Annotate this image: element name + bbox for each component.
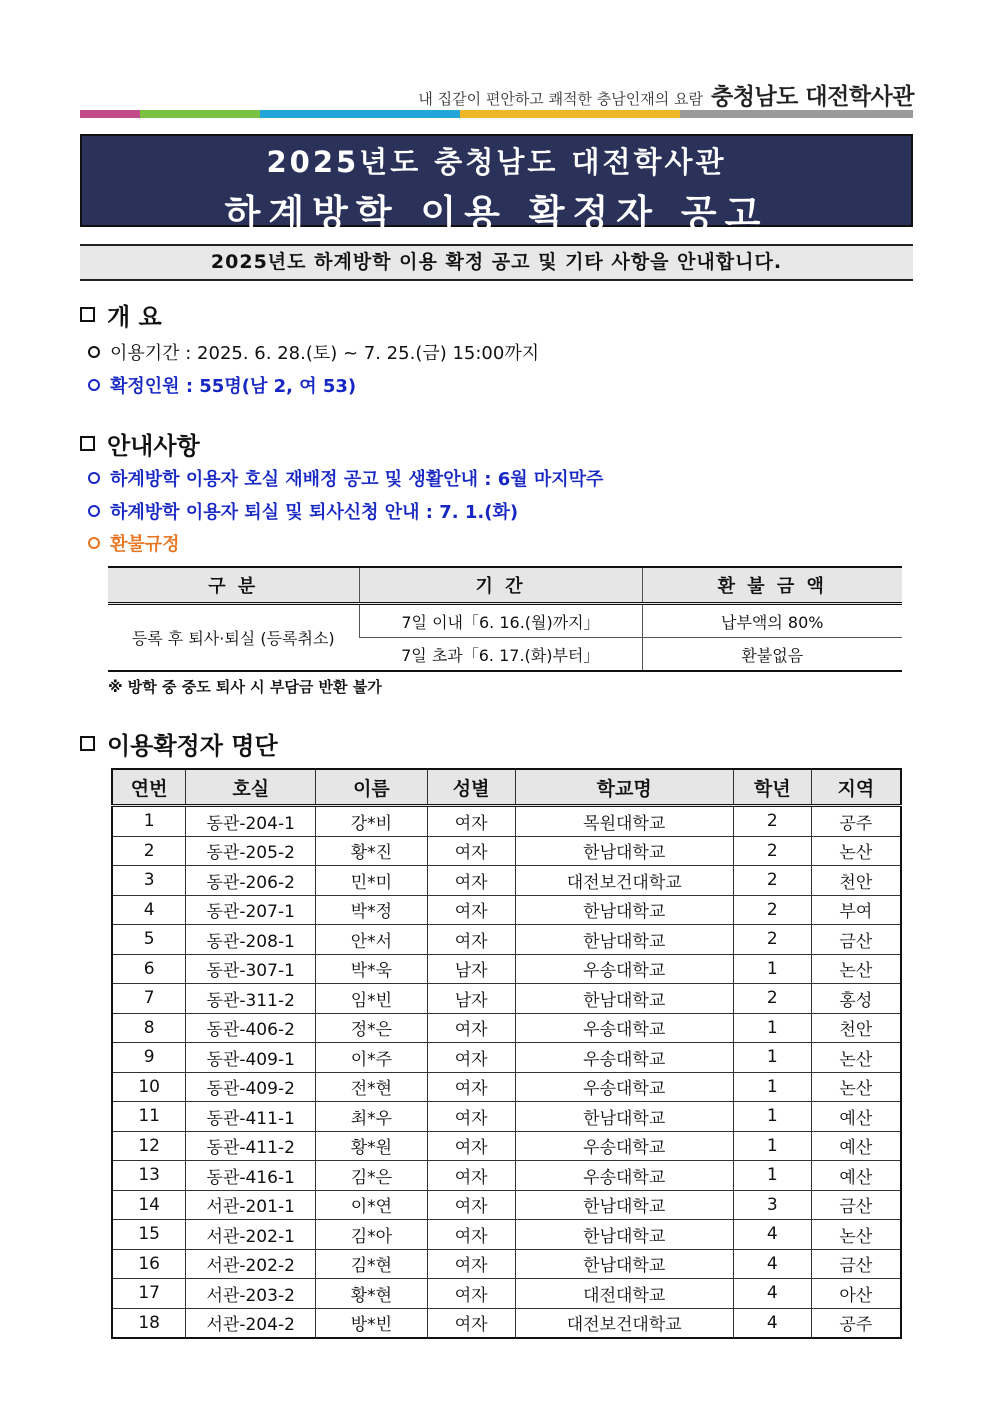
cell-row-number: 14 [112,1190,186,1220]
cell-room: 서관-203-2 [186,1279,316,1309]
cell-room: 서관-202-2 [186,1249,316,1279]
cell-name: 최*우 [316,1102,428,1132]
stripe-segment [140,110,260,118]
section-roster-heading [80,726,278,761]
cell-room: 동관-416-1 [186,1161,316,1191]
cell-grade: 1 [733,1102,811,1132]
cell-school: 한남대학교 [515,1249,733,1279]
table-row [112,1220,901,1250]
title-line-1: 2025년도 충청남도 대전학사관 [266,145,727,179]
cell-gender: 여자 [427,1013,515,1043]
table-row [112,836,901,866]
cell-gender: 여자 [427,836,515,866]
section-overview-heading [80,297,162,332]
circle-bullet-icon [88,537,100,549]
cell-school: 대전보건대학교 [515,1308,733,1338]
cell-school: 우송대학교 [515,1131,733,1161]
cell-school: 우송대학교 [515,1013,733,1043]
circle-bullet-icon [88,346,100,358]
roster-header-cell: 학교명 [515,769,733,806]
cell-room: 동관-207-1 [186,895,316,925]
section-title: 안내사항 [107,432,200,460]
cell-room: 동관-411-1 [186,1102,316,1132]
cell-name: 임*빈 [316,984,428,1014]
cell-name: 방*빈 [316,1308,428,1338]
cell-row-number: 4 [112,895,186,925]
cell-row-number: 9 [112,1043,186,1073]
square-bullet-icon [80,436,95,451]
section-guide-heading [80,426,200,461]
cell-school: 한남대학교 [515,1190,733,1220]
circle-bullet-icon [88,379,100,391]
cell-gender: 여자 [427,866,515,896]
cell-room: 동관-406-2 [186,1013,316,1043]
cell-grade: 1 [733,1043,811,1073]
subtitle-bar: 2025년도 하계방학 이용 확정 공고 및 기타 사항을 안내합니다. [80,244,913,281]
cell-region: 예산 [811,1161,901,1191]
org-name: 충청남도 대전학사관 [711,84,914,110]
cell-name: 황*원 [316,1131,428,1161]
cell-grade: 4 [733,1220,811,1250]
cell-name: 김*현 [316,1249,428,1279]
table-row [112,1161,901,1191]
stripe-segment [460,110,680,118]
cell-name: 박*정 [316,895,428,925]
refund-row [108,604,902,638]
cell-name: 김*은 [316,1161,428,1191]
cell-region: 논산 [811,954,901,984]
cell-grade: 4 [733,1249,811,1279]
table-row [112,806,901,837]
cell-row-number: 17 [112,1279,186,1309]
refund-header-cell: 기 간 [359,567,642,604]
cell-region: 천안 [811,866,901,896]
cell-room: 동관-205-2 [186,836,316,866]
roster-header-row [112,769,901,806]
cell-gender: 여자 [427,925,515,955]
cell-name: 황*현 [316,1279,428,1309]
cell-row-number: 18 [112,1308,186,1338]
cell-grade: 2 [733,984,811,1014]
cell-school: 한남대학교 [515,1220,733,1250]
cell-school: 대전대학교 [515,1279,733,1309]
guide-item-1 [88,465,603,491]
stripe-segment [260,110,460,118]
cell-room: 동관-311-2 [186,984,316,1014]
table-row [112,925,901,955]
cell-name: 이*주 [316,1043,428,1073]
section-title: 개 요 [107,303,162,331]
roster-header-cell: 학년 [733,769,811,806]
cell-region: 금산 [811,1249,901,1279]
roster-header-cell: 이름 [316,769,428,806]
cell-name: 전*현 [316,1072,428,1102]
cell-gender: 여자 [427,1190,515,1220]
cell-row-number: 11 [112,1102,186,1132]
cell-gender: 여자 [427,1308,515,1338]
cell-grade: 4 [733,1279,811,1309]
cell-grade: 2 [733,806,811,837]
roster-body [112,806,901,1339]
cell-region: 아산 [811,1279,901,1309]
title-line-2: 하계방학 이용 확정자 공고 [224,192,769,235]
period-text: 이용기간 : 2025. 6. 28.(토) ~ 7. 25.(금) 15:00까지 [110,343,540,364]
slogan-text: 내 집같이 편안하고 쾌적한 충남인재의 요람 [418,90,704,108]
roster-header-cell: 호실 [186,769,316,806]
cell-room: 동관-307-1 [186,954,316,984]
cell-school: 목원대학교 [515,806,733,837]
cell-grade: 1 [733,954,811,984]
stripe-segment [80,110,140,118]
cell-school: 우송대학교 [515,1043,733,1073]
table-row [112,1043,901,1073]
cell-gender: 여자 [427,1072,515,1102]
cell-school: 한남대학교 [515,836,733,866]
cell-region: 홍성 [811,984,901,1014]
cell-gender: 여자 [427,1043,515,1073]
table-row [112,1102,901,1132]
table-row [112,984,901,1014]
guide-item-2 [88,498,518,524]
cell-room: 동관-411-2 [186,1131,316,1161]
roster-header-cell: 연번 [112,769,186,806]
cell-grade: 1 [733,1072,811,1102]
overview-period [88,339,539,365]
cell-row-number: 13 [112,1161,186,1191]
cell-grade: 3 [733,1190,811,1220]
cell-region: 천안 [811,1013,901,1043]
cell-gender: 남자 [427,954,515,984]
cell-row-number: 6 [112,954,186,984]
cell-grade: 4 [733,1308,811,1338]
cell-region: 금산 [811,1190,901,1220]
table-row [112,1249,901,1279]
cell-gender: 여자 [427,1161,515,1191]
refund-header-cell: 환 불 금 액 [642,567,902,604]
roster-table [111,768,902,1339]
cell-region: 논산 [811,1043,901,1073]
cell-row-number: 5 [112,925,186,955]
cell-name: 강*비 [316,806,428,837]
cell-grade: 1 [733,1131,811,1161]
cell-grade: 1 [733,1161,811,1191]
circle-bullet-icon [88,472,100,484]
cell-grade: 2 [733,836,811,866]
header-slogan [418,78,914,111]
square-bullet-icon [80,307,95,322]
table-row [112,866,901,896]
cell-school: 한남대학교 [515,925,733,955]
refund-period: 7일 이내「6. 16.(월)까지」 [359,604,642,638]
table-row [112,1308,901,1338]
cell-room: 동관-409-1 [186,1043,316,1073]
cell-school: 우송대학교 [515,954,733,984]
cell-gender: 남자 [427,984,515,1014]
cell-gender: 여자 [427,1249,515,1279]
cell-region: 논산 [811,1220,901,1250]
table-row [112,1072,901,1102]
cell-region: 부여 [811,895,901,925]
cell-gender: 여자 [427,895,515,925]
cell-room: 동관-206-2 [186,866,316,896]
refund-header-cell: 구 분 [108,567,359,604]
cell-gender: 여자 [427,1220,515,1250]
cell-gender: 여자 [427,1279,515,1309]
refund-period: 7일 초과「6. 17.(화)부터」 [359,638,642,672]
guide-text: 하계방학 이용자 호실 재배정 공고 및 생활안내 : 6월 마지막주 [110,469,604,490]
cell-name: 김*아 [316,1220,428,1250]
cell-region: 공주 [811,1308,901,1338]
cell-gender: 여자 [427,806,515,837]
cell-gender: 여자 [427,1102,515,1132]
stripe-segment [680,110,913,118]
cell-grade: 2 [733,866,811,896]
cell-name: 민*미 [316,866,428,896]
cell-room: 서관-201-1 [186,1190,316,1220]
refund-header-row [108,567,902,604]
cell-school: 한남대학교 [515,984,733,1014]
cell-region: 논산 [811,1072,901,1102]
refund-amount: 납부액의 80% [642,604,902,638]
cell-row-number: 8 [112,1013,186,1043]
roster-header-cell: 성별 [427,769,515,806]
table-row [112,1190,901,1220]
cell-gender: 여자 [427,1131,515,1161]
cell-grade: 2 [733,895,811,925]
cell-row-number: 3 [112,866,186,896]
cell-school: 한남대학교 [515,1102,733,1132]
square-bullet-icon [80,736,95,751]
cell-name: 정*은 [316,1013,428,1043]
guide-text: 하계방학 이용자 퇴실 및 퇴사신청 안내 : 7. 1.(화) [110,502,519,523]
cell-grade: 1 [733,1013,811,1043]
table-row [112,1131,901,1161]
cell-school: 한남대학교 [515,895,733,925]
cell-school: 우송대학교 [515,1161,733,1191]
circle-bullet-icon [88,505,100,517]
table-row [112,954,901,984]
cell-room: 동관-208-1 [186,925,316,955]
cell-row-number: 10 [112,1072,186,1102]
refund-table [108,566,902,672]
cell-name: 황*진 [316,836,428,866]
cell-room: 서관-204-2 [186,1308,316,1338]
cell-region: 예산 [811,1102,901,1132]
header-color-stripe [80,110,913,118]
cell-room: 서관-202-1 [186,1220,316,1250]
cell-region: 금산 [811,925,901,955]
refund-note: ※ 방학 중 중도 퇴사 시 부담금 반환 불가 [108,678,382,696]
refund-category: 등록 후 퇴사·퇴실 (등록취소) [108,604,359,672]
guide-text: 환불규정 [110,534,180,555]
cell-name: 안*서 [316,925,428,955]
table-row [112,895,901,925]
cell-room: 동관-409-2 [186,1072,316,1102]
cell-row-number: 15 [112,1220,186,1250]
overview-count [88,372,356,398]
cell-row-number: 12 [112,1131,186,1161]
guide-item-3 [88,530,180,556]
table-row [112,1279,901,1309]
table-row [112,1013,901,1043]
cell-region: 공주 [811,806,901,837]
roster-header-cell: 지역 [811,769,901,806]
section-title: 이용확정자 명단 [107,732,278,760]
cell-school: 대전보건대학교 [515,866,733,896]
cell-name: 박*욱 [316,954,428,984]
count-text: 확정인원 : 55명(남 2, 여 53) [110,376,357,397]
cell-grade: 2 [733,925,811,955]
cell-region: 예산 [811,1131,901,1161]
cell-row-number: 7 [112,984,186,1014]
refund-amount: 환불없음 [642,638,902,672]
title-box [80,134,913,235]
cell-row-number: 2 [112,836,186,866]
cell-name: 이*연 [316,1190,428,1220]
cell-row-number: 16 [112,1249,186,1279]
cell-room: 동관-204-1 [186,806,316,837]
cell-school: 우송대학교 [515,1072,733,1102]
cell-region: 논산 [811,836,901,866]
cell-row-number: 1 [112,806,186,837]
